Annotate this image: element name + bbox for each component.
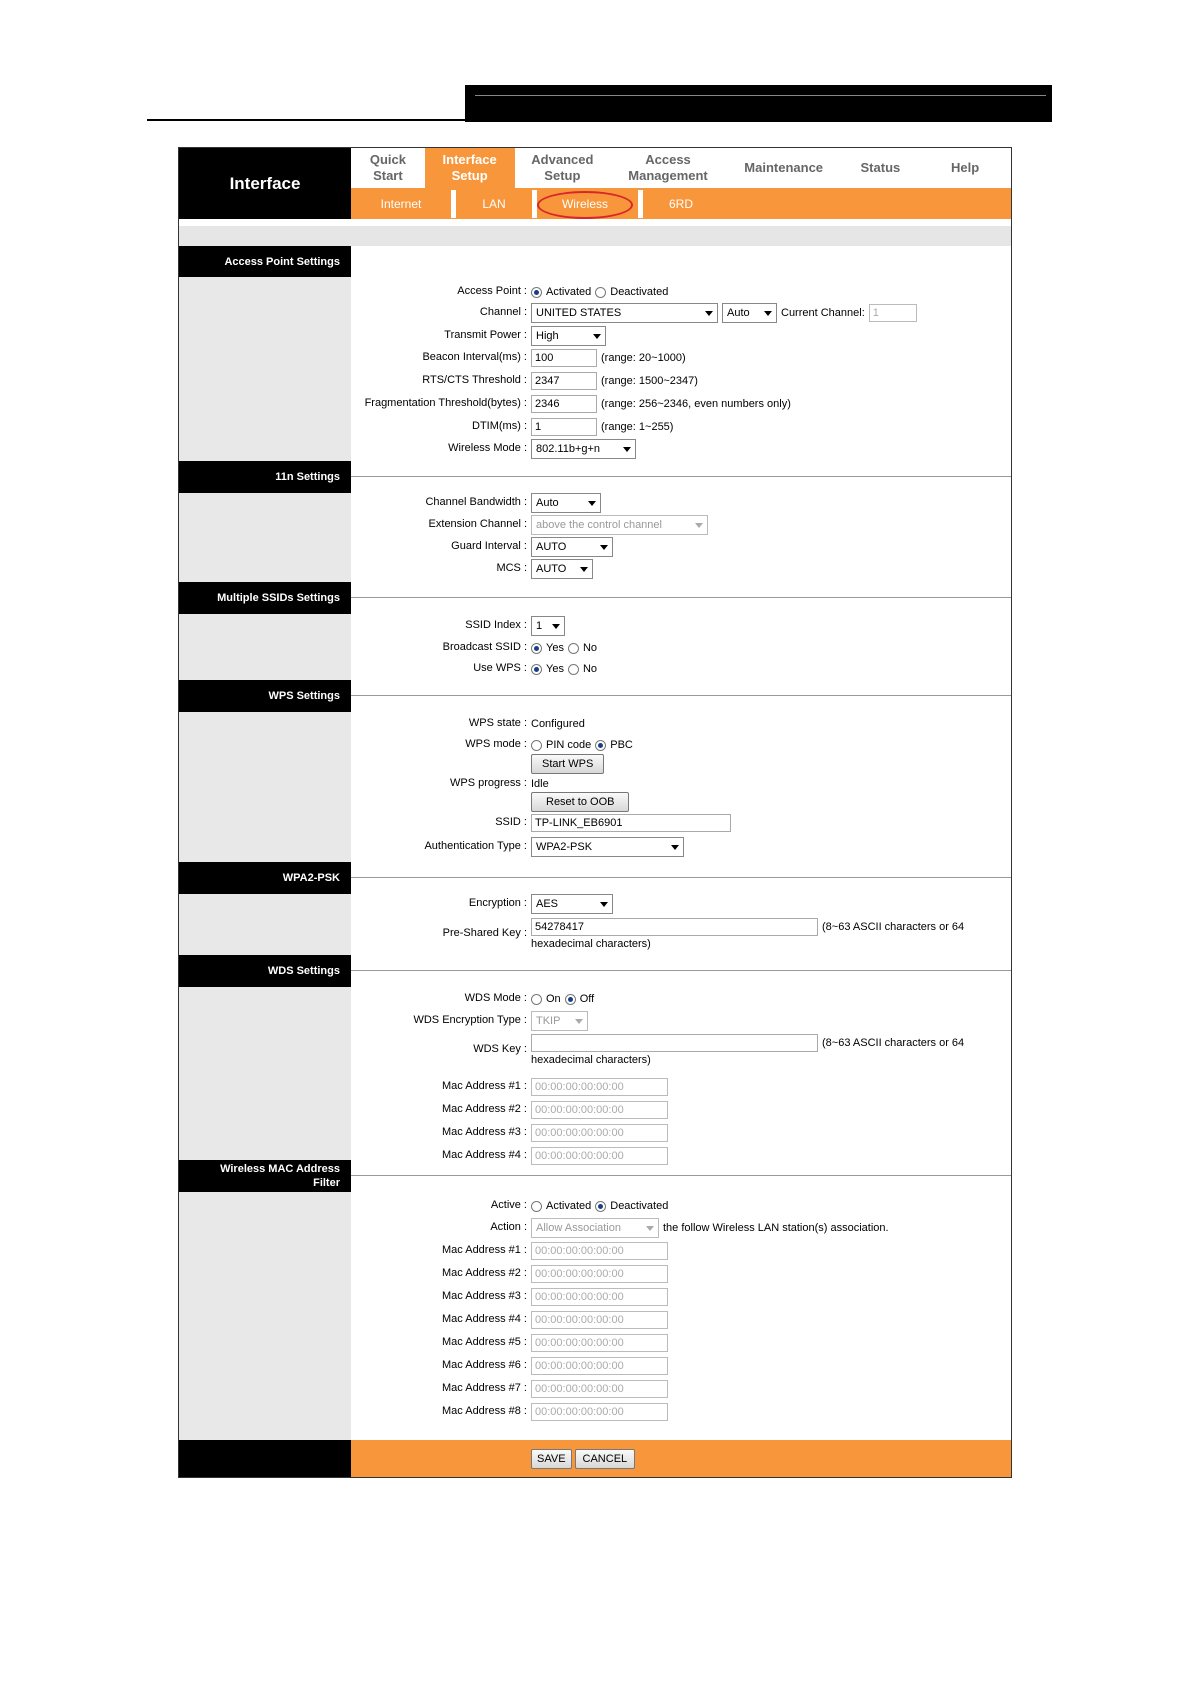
tab-interface-setup[interactable]: Interface Setup [425, 148, 515, 188]
row-filter-mac-1: Mac Address #1 : 00:00:00:00:00:00 [351, 1241, 1011, 1261]
tab-quick-start[interactable]: Quick Start [369, 152, 406, 183]
wps-pbc-radio[interactable] [595, 740, 606, 751]
access-point-deactivated-radio[interactable] [595, 287, 606, 298]
row-filter-mac-2: Mac Address #2 : 00:00:00:00:00:00 [351, 1264, 1011, 1284]
use-wps-yes-radio[interactable] [531, 664, 542, 675]
channel-select[interactable]: Auto [722, 303, 777, 323]
subtab-wireless[interactable]: Wireless [561, 196, 608, 211]
row-transmit-power: Transmit Power : High [351, 326, 1011, 346]
subtab-lan[interactable]: LAN [482, 196, 506, 211]
section-11n-settings: 11n Settings [179, 461, 351, 493]
wds-mac-4-input[interactable]: 00:00:00:00:00:00 [531, 1147, 668, 1165]
row-filter-mac-7: Mac Address #7 : 00:00:00:00:00:00 [351, 1379, 1011, 1399]
tab-advanced-setup[interactable]: Advanced Setup [531, 152, 594, 183]
filter-mac-5-input[interactable]: 00:00:00:00:00:00 [531, 1334, 668, 1352]
row-wds-mac-3: Mac Address #3 : 00:00:00:00:00:00 [351, 1123, 1011, 1143]
row-filter-mac-8: Mac Address #8 : 00:00:00:00:00:00 [351, 1402, 1011, 1422]
wds-mac-3-input[interactable]: 00:00:00:00:00:00 [531, 1124, 668, 1142]
mac-filter-deactivated-radio[interactable] [595, 1201, 606, 1212]
row-wps-progress: WPS progress : Idle [449, 777, 549, 790]
authentication-type-select[interactable]: WPA2-PSK [531, 837, 684, 857]
pre-shared-key-input[interactable]: 54278417 [531, 918, 818, 936]
row-use-wps: Use WPS : Yes No [473, 662, 598, 675]
broadcast-ssid-yes-radio[interactable] [531, 643, 542, 654]
row-authentication-type: Authentication Type : WPA2-PSK [351, 837, 1011, 857]
use-wps-no-radio[interactable] [568, 664, 579, 675]
section-access-point-settings: Access Point Settings [179, 246, 351, 277]
wds-on-radio[interactable] [531, 994, 542, 1005]
extension-channel-select[interactable]: above the control channel [531, 515, 708, 535]
row-filter-mac-6: Mac Address #6 : 00:00:00:00:00:00 [351, 1356, 1011, 1376]
wds-off-radio[interactable] [565, 994, 576, 1005]
row-broadcast-ssid: Broadcast SSID : Yes No [442, 641, 598, 654]
encryption-select[interactable]: AES [531, 894, 613, 914]
row-wps-ssid: SSID : TP-LINK_EB6901 [351, 813, 1011, 833]
brand-title: Interface [179, 148, 351, 219]
row-access-point: Access Point : Activated Deactivated [457, 285, 669, 298]
section-multiple-ssids: Multiple SSIDs Settings [179, 582, 351, 614]
filter-mac-6-input[interactable]: 00:00:00:00:00:00 [531, 1357, 668, 1375]
row-beacon-interval: Beacon Interval(ms) : 100 (range: 20~1000) [351, 348, 1011, 368]
row-wireless-mode: Wireless Mode : 802.11b+g+n [351, 439, 1011, 459]
start-wps-button[interactable]: Start WPS [531, 754, 604, 774]
sub-nav [351, 188, 1011, 219]
channel-bandwidth-select[interactable]: Auto [531, 493, 601, 513]
section-mac-filter: Wireless MAC Address Filter [179, 1160, 351, 1192]
top-nav [351, 148, 1011, 188]
row-ssid-index: SSID Index : 1 [351, 616, 1011, 636]
country-select[interactable]: UNITED STATES [531, 303, 718, 323]
mcs-select[interactable]: AUTO [531, 559, 593, 579]
row-guard-interval: Guard Interval : AUTO [351, 537, 1011, 557]
rts-threshold-input[interactable]: 2347 [531, 372, 597, 390]
ssid-index-select[interactable]: 1 [531, 616, 565, 636]
filter-mac-7-input[interactable]: 00:00:00:00:00:00 [531, 1380, 668, 1398]
mac-filter-action-select[interactable]: Allow Association [531, 1218, 659, 1238]
row-filter-mac-5: Mac Address #5 : 00:00:00:00:00:00 [351, 1333, 1011, 1353]
guard-interval-select[interactable]: AUTO [531, 537, 613, 557]
tab-status[interactable]: Status [860, 160, 901, 175]
row-wps-mode: WPS mode : PIN code PBC [465, 738, 633, 751]
save-button[interactable]: SAVE [531, 1449, 572, 1469]
row-wds-mode: WDS Mode : On Off [464, 992, 595, 1005]
wps-progress-value: Idle [531, 778, 549, 790]
row-start-wps [351, 754, 1011, 774]
mac-filter-activated-radio[interactable] [531, 1201, 542, 1212]
footer-bar [179, 1440, 1011, 1477]
row-wds-mac-4: Mac Address #4 : 00:00:00:00:00:00 [351, 1146, 1011, 1166]
row-extension-channel: Extension Channel : above the control channel [351, 515, 1011, 535]
cancel-button[interactable]: CANCEL [575, 1449, 636, 1469]
filter-mac-4-input[interactable]: 00:00:00:00:00:00 [531, 1311, 668, 1329]
row-wds-encryption-type: WDS Encryption Type : TKIP [351, 1011, 1011, 1031]
row-fragmentation: Fragmentation Threshold(bytes) : 2346 (range: 256~2346, even numbers only) [351, 394, 1011, 414]
row-pre-shared-key: Pre-Shared Key : 54278417 (8~63 ASCII characters or 64 hexadecimal characters) [351, 917, 1011, 953]
row-mcs: MCS : AUTO [351, 559, 1011, 579]
wds-mac-2-input[interactable]: 00:00:00:00:00:00 [531, 1101, 668, 1119]
router-ui-frame [178, 147, 1012, 1478]
wds-key-input[interactable] [531, 1034, 818, 1052]
fragmentation-input[interactable]: 2346 [531, 395, 597, 413]
row-encryption: Encryption : AES [351, 894, 1011, 914]
row-wds-mac-1: Mac Address #1 : 00:00:00:00:00:00 [351, 1077, 1011, 1097]
document-header-rule [147, 119, 465, 121]
row-wps-state: WPS state : Configured [468, 717, 585, 730]
wps-pin-radio[interactable] [531, 740, 542, 751]
filter-mac-1-input[interactable]: 00:00:00:00:00:00 [531, 1242, 668, 1260]
row-mac-filter-action: Action : Allow Association the follow Wireless LAN station(s) association. [351, 1218, 1011, 1238]
section-wpa2-psk: WPA2-PSK [179, 862, 351, 894]
current-channel-field: 1 [869, 304, 917, 322]
beacon-interval-input[interactable]: 100 [531, 349, 597, 367]
tab-access-management[interactable]: Access Management [628, 152, 708, 183]
document-header-bar [465, 85, 1052, 122]
subtab-6rd[interactable]: 6RD [668, 196, 693, 211]
row-wds-mac-2: Mac Address #2 : 00:00:00:00:00:00 [351, 1100, 1011, 1120]
row-dtim: DTIM(ms) : 1 (range: 1~255) [351, 417, 1011, 437]
highlight-circle [537, 191, 633, 219]
broadcast-ssid-no-radio[interactable] [568, 643, 579, 654]
spacer-band [179, 226, 1011, 246]
row-channel: Channel : UNITED STATES Auto Current Channel: 1 [351, 303, 1011, 323]
row-wds-key: WDS Key : (8~63 ASCII characters or 64 hexadecimal characters) [351, 1033, 1011, 1069]
subtab-internet[interactable]: Internet [380, 196, 422, 211]
row-reset-oob [351, 792, 1011, 812]
wireless-mode-select[interactable]: 802.11b+g+n [531, 439, 636, 459]
section-wds-settings: WDS Settings [179, 955, 351, 987]
filter-mac-8-input[interactable]: 00:00:00:00:00:00 [531, 1403, 668, 1421]
wds-mac-1-input[interactable]: 00:00:00:00:00:00 [531, 1078, 668, 1096]
filter-mac-3-input[interactable]: 00:00:00:00:00:00 [531, 1288, 668, 1306]
transmit-power-select[interactable]: High [531, 326, 606, 346]
row-mac-filter-active: Active : Activated Deactivated [490, 1199, 669, 1212]
wps-ssid-input[interactable]: TP-LINK_EB6901 [531, 814, 731, 832]
access-point-activated-radio[interactable] [531, 287, 542, 298]
row-rts-threshold: RTS/CTS Threshold : 2347 (range: 1500~2347) [351, 371, 1011, 391]
section-wps-settings: WPS Settings [179, 680, 351, 712]
dtim-input[interactable]: 1 [531, 418, 597, 436]
tab-maintenance[interactable]: Maintenance [744, 160, 824, 175]
row-filter-mac-4: Mac Address #4 : 00:00:00:00:00:00 [351, 1310, 1011, 1330]
reset-to-oob-button[interactable]: Reset to OOB [531, 792, 629, 812]
filter-mac-2-input[interactable]: 00:00:00:00:00:00 [531, 1265, 668, 1283]
wps-state-value: Configured [531, 718, 585, 730]
row-channel-bandwidth: Channel Bandwidth : Auto [351, 493, 1011, 513]
tab-help[interactable]: Help [951, 160, 980, 175]
wds-encryption-select[interactable]: TKIP [531, 1011, 588, 1031]
row-filter-mac-3: Mac Address #3 : 00:00:00:00:00:00 [351, 1287, 1011, 1307]
